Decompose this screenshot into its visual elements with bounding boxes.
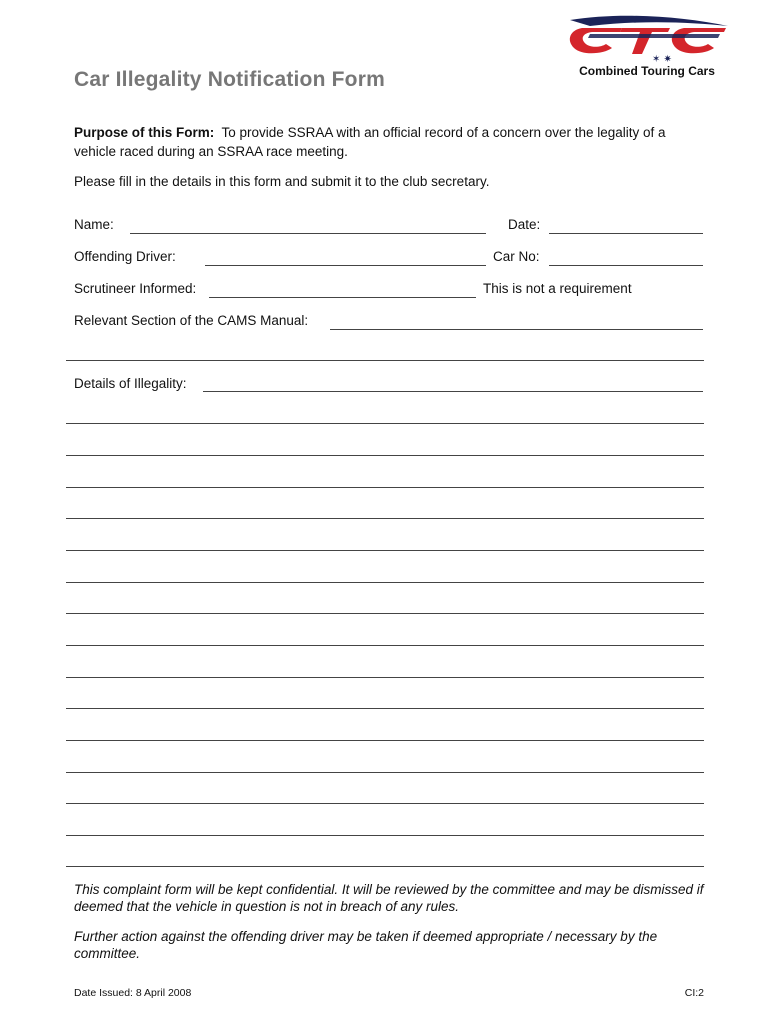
details-label: Details of Illegality: (74, 376, 187, 391)
svg-text:✶ ✷: ✶ ✷ (652, 54, 672, 65)
scrutineer-field[interactable] (209, 297, 476, 298)
details-line[interactable] (66, 803, 704, 804)
confidential-note: This complaint form will be kept confidential. It will be reviewed by the committee and may be dismissed if deemed that the vehicle in question is not in breach of any rules. (74, 882, 704, 914)
scrutineer-label: Scrutineer Informed: (74, 281, 197, 296)
cams-label: Relevant Section of the CAMS Manual: (74, 313, 309, 328)
purpose-text: To provide SSRAA with an official record of a concern over the legality of a vehicle raced during an SSRAA race meeting. (74, 125, 666, 159)
logo-text: Combined Touring Cars (579, 64, 715, 78)
cams-field-line-2[interactable] (66, 360, 704, 361)
details-line[interactable] (66, 455, 704, 456)
details-line[interactable] (66, 740, 704, 741)
form-code: CI:2 (684, 987, 704, 999)
purpose-paragraph (74, 123, 704, 161)
scrutineer-note: This is not a requirement (483, 281, 632, 296)
date-issued: Date Issued: 8 April 2008 (74, 987, 192, 999)
further-action-note: Further action against the offending driver may be taken if deemed appropriate / necessary by the committee. (74, 929, 658, 961)
club-logo (560, 14, 730, 84)
ctc-logo-graphic (560, 14, 730, 66)
page-title: Car Illegality Notification Form (74, 68, 385, 91)
details-line[interactable] (66, 487, 704, 488)
details-line[interactable] (66, 582, 704, 583)
details-line[interactable] (66, 835, 704, 836)
purpose-label: Purpose of this Form: (74, 125, 215, 140)
details-line[interactable] (66, 423, 704, 424)
details-line[interactable] (66, 518, 704, 519)
details-line[interactable] (66, 550, 704, 551)
instructions-text: Please fill in the details in this form and submit it to the club secretary. (74, 174, 490, 189)
details-line[interactable] (66, 645, 704, 646)
name-label: Name: (74, 217, 114, 232)
date-label: Date: (508, 217, 541, 232)
name-field[interactable] (130, 233, 486, 234)
driver-label: Offending Driver: (74, 249, 176, 264)
details-line[interactable] (66, 708, 704, 709)
date-field[interactable] (549, 233, 703, 234)
details-line[interactable] (66, 677, 704, 678)
driver-field[interactable] (205, 265, 486, 266)
carno-field[interactable] (549, 265, 703, 266)
cams-field[interactable] (330, 329, 703, 330)
carno-label: Car No: (493, 249, 540, 264)
details-line[interactable] (66, 866, 704, 867)
details-line[interactable] (66, 772, 704, 773)
details-line[interactable] (66, 613, 704, 614)
details-field[interactable] (203, 391, 703, 392)
